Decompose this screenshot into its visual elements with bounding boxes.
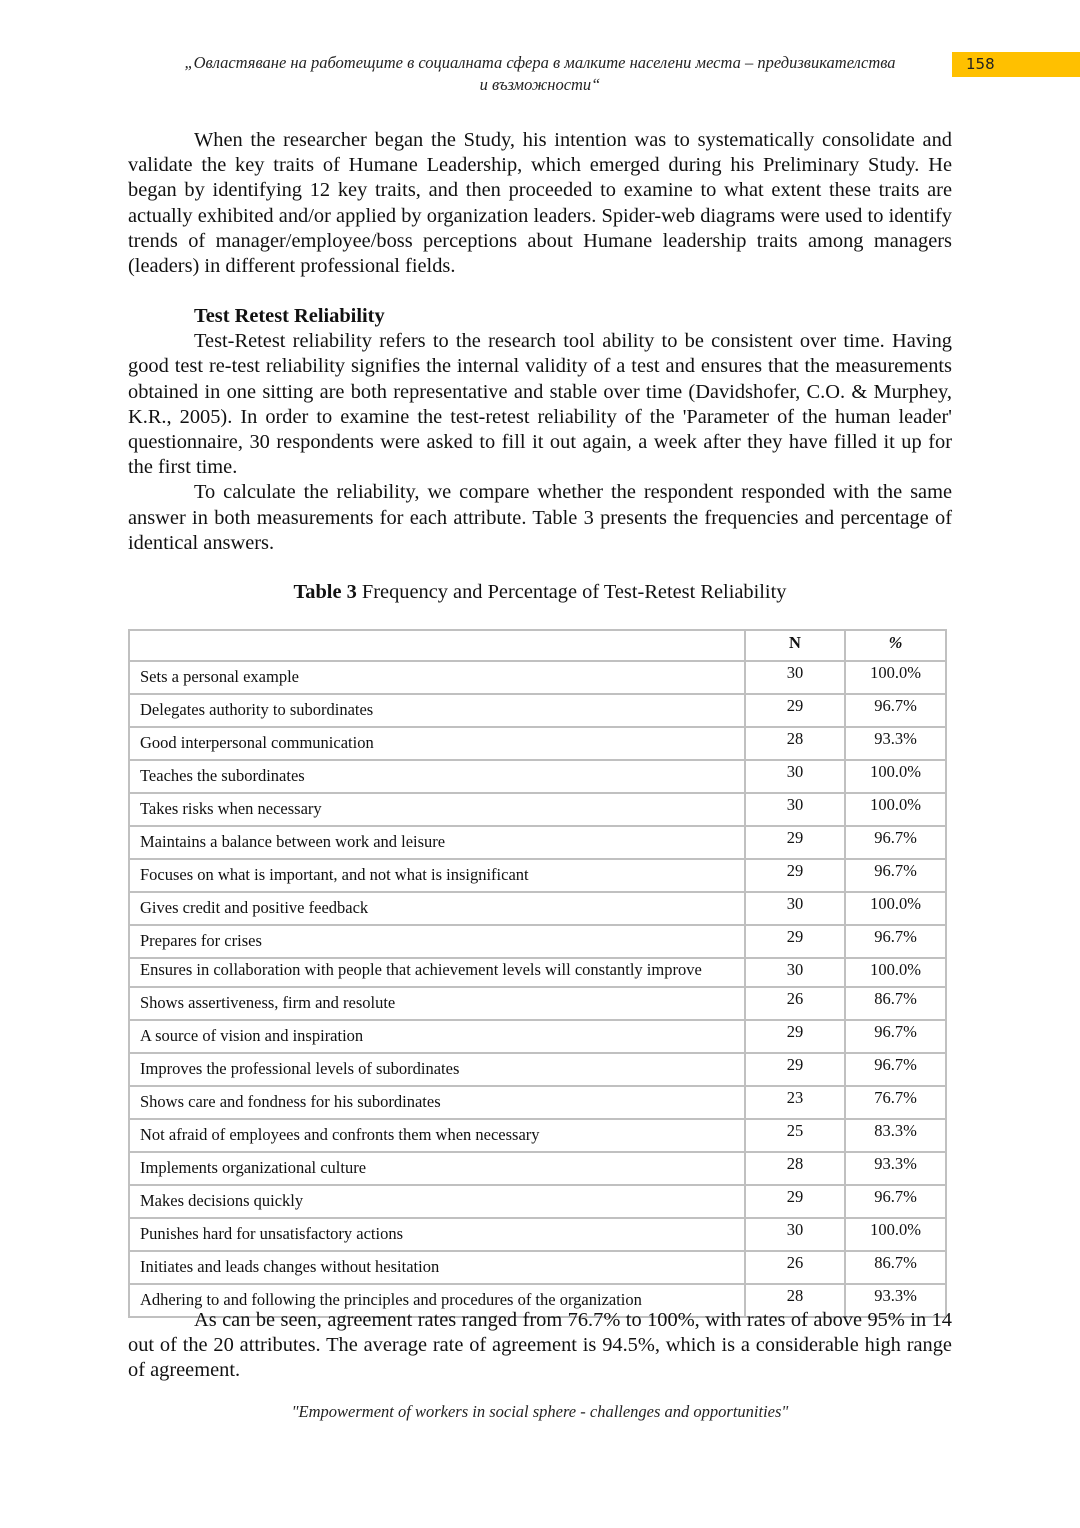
table-header-row	[129, 630, 946, 661]
row-n: 25	[745, 1119, 845, 1152]
row-percent: 96.7%	[845, 694, 946, 727]
row-n: 23	[745, 1086, 845, 1119]
table-row	[129, 987, 946, 1020]
table-row	[129, 1152, 946, 1185]
table-row	[129, 1119, 946, 1152]
table-row	[129, 1020, 946, 1053]
row-percent: 100.0%	[845, 793, 946, 826]
row-label: Makes decisions quickly	[129, 1185, 745, 1218]
table-row	[129, 1218, 946, 1251]
row-percent: 93.3%	[845, 727, 946, 760]
row-n: 26	[745, 987, 845, 1020]
row-label: Gives credit and positive feedback	[129, 892, 745, 925]
column-header-percent: %	[845, 630, 946, 661]
row-n: 26	[745, 1251, 845, 1284]
table-row	[129, 826, 946, 859]
row-percent: 96.7%	[845, 925, 946, 958]
row-percent: 96.7%	[845, 1020, 946, 1053]
table-row	[129, 694, 946, 727]
row-label: Sets a personal example	[129, 661, 745, 694]
row-label: Delegates authority to subordinates	[129, 694, 745, 727]
row-label: Takes risks when necessary	[129, 793, 745, 826]
table-row	[129, 958, 946, 987]
reliability-table	[128, 629, 947, 1318]
section-paragraph-2: To calculate the reliability, we compare whether the respondent responded with the same answer in both measurements for each attribute. Table 3 presents the frequencies and percentage of identical answers.	[128, 481, 952, 554]
table-row	[129, 859, 946, 892]
table-row	[129, 793, 946, 826]
table-row	[129, 760, 946, 793]
row-percent: 100.0%	[845, 661, 946, 694]
running-header-line-2: и възможности“	[479, 75, 601, 94]
intro-paragraph: When the researcher began the Study, his intention was to systematically consolidate and validate the key traits of Humane Leadership, which emerged during his Preliminary Study. He began by identifying 12 key traits, and then proceeded to examine to what extent these traits are actually exhibited and/or applied by organization leaders. Spider-web diagrams were used to identify trends of manager/employee/boss perceptions about Humane leadership traits among managers (leaders) in different professional fields.	[128, 129, 952, 278]
row-label: Adhering to and following the principles and procedures of the organization	[129, 1284, 745, 1317]
row-label: Ensures in collaboration with people that achievement levels will constantly improve	[129, 958, 745, 987]
row-label: Punishes hard for unsatisfactory actions	[129, 1218, 745, 1251]
row-n: 28	[745, 1284, 845, 1317]
row-n: 29	[745, 1020, 845, 1053]
table-caption	[128, 580, 952, 605]
row-label: Improves the professional levels of subordinates	[129, 1053, 745, 1086]
table-row	[129, 1185, 946, 1218]
column-header-n: N	[745, 630, 845, 661]
conclusion-paragraph: As can be seen, agreement rates ranged from 76.7% to 100%, with rates of above 95% in 14 out of the 20 attributes. The average rate of agreement is 94.5%, which is a considerable high range of agreement.	[128, 1309, 952, 1382]
page-number-badge: 158	[952, 52, 1080, 77]
row-percent: 83.3%	[845, 1119, 946, 1152]
row-percent: 86.7%	[845, 1251, 946, 1284]
column-header-attribute	[129, 630, 745, 661]
row-percent: 100.0%	[845, 958, 946, 987]
section-heading: Test Retest Reliability	[194, 305, 385, 327]
row-n: 29	[745, 859, 845, 892]
row-n: 30	[745, 1218, 845, 1251]
table-row	[129, 1251, 946, 1284]
row-label: Initiates and leads changes without hesitation	[129, 1251, 745, 1284]
row-n: 28	[745, 1152, 845, 1185]
table-caption-text: Frequency and Percentage of Test-Retest Reliability	[356, 581, 787, 603]
row-percent: 96.7%	[845, 859, 946, 892]
row-n: 28	[745, 727, 845, 760]
row-label: Teaches the subordinates	[129, 760, 745, 793]
section-paragraph-1: Test-Retest reliability refers to the research tool ability to be consistent over time. Having good test re-test reliability signifies the internal validity of a test and ensures that the measurements obtained in one sitting are both representative and stable over time (Davidshofer, C.O. & Murphey, K.R., 2005). In order to examine the test-retest reliability of the 'Parameter of the human leader' questionnaire, 30 respondents were asked to fill it out again, a week after they have filled it up for the first time.	[128, 330, 952, 479]
row-percent: 96.7%	[845, 1185, 946, 1218]
row-label: A source of vision and inspiration	[129, 1020, 745, 1053]
row-n: 30	[745, 661, 845, 694]
row-percent: 86.7%	[845, 987, 946, 1020]
row-label: Not afraid of employees and confronts them when necessary	[129, 1119, 745, 1152]
row-label: Shows care and fondness for his subordinates	[129, 1086, 745, 1119]
row-label: Good interpersonal communication	[129, 727, 745, 760]
row-label: Maintains a balance between work and leisure	[129, 826, 745, 859]
row-n: 30	[745, 958, 845, 987]
row-n: 29	[745, 925, 845, 958]
intro-section	[128, 128, 952, 279]
running-header-line-1: „Овластяване на работещите в социалната сфера в малките населени места – предизвикателства	[184, 53, 896, 72]
row-n: 29	[745, 826, 845, 859]
table-row	[129, 1053, 946, 1086]
row-percent: 93.3%	[845, 1284, 946, 1317]
row-percent: 76.7%	[845, 1086, 946, 1119]
row-percent: 93.3%	[845, 1152, 946, 1185]
row-label: Prepares for crises	[129, 925, 745, 958]
row-n: 30	[745, 892, 845, 925]
test-retest-section	[128, 304, 952, 556]
row-percent: 96.7%	[845, 1053, 946, 1086]
row-percent: 96.7%	[845, 826, 946, 859]
row-n: 29	[745, 1053, 845, 1086]
row-percent: 100.0%	[845, 760, 946, 793]
row-label: Implements organizational culture	[129, 1152, 745, 1185]
table-caption-label: Table 3	[293, 581, 357, 603]
row-percent: 100.0%	[845, 1218, 946, 1251]
table-row	[129, 892, 946, 925]
row-n: 30	[745, 760, 845, 793]
running-header	[130, 52, 950, 96]
row-n: 30	[745, 793, 845, 826]
row-percent: 100.0%	[845, 892, 946, 925]
row-n: 29	[745, 1185, 845, 1218]
row-label: Shows assertiveness, firm and resolute	[129, 987, 745, 1020]
row-n: 29	[745, 694, 845, 727]
conclusion-section	[128, 1308, 952, 1384]
running-footer: "Empowerment of workers in social sphere - challenges and opportunities"	[291, 1402, 789, 1421]
table-row	[129, 1086, 946, 1119]
table-row	[129, 727, 946, 760]
table-row	[129, 925, 946, 958]
row-label: Focuses on what is important, and not what is insignificant	[129, 859, 745, 892]
table-row	[129, 661, 946, 694]
